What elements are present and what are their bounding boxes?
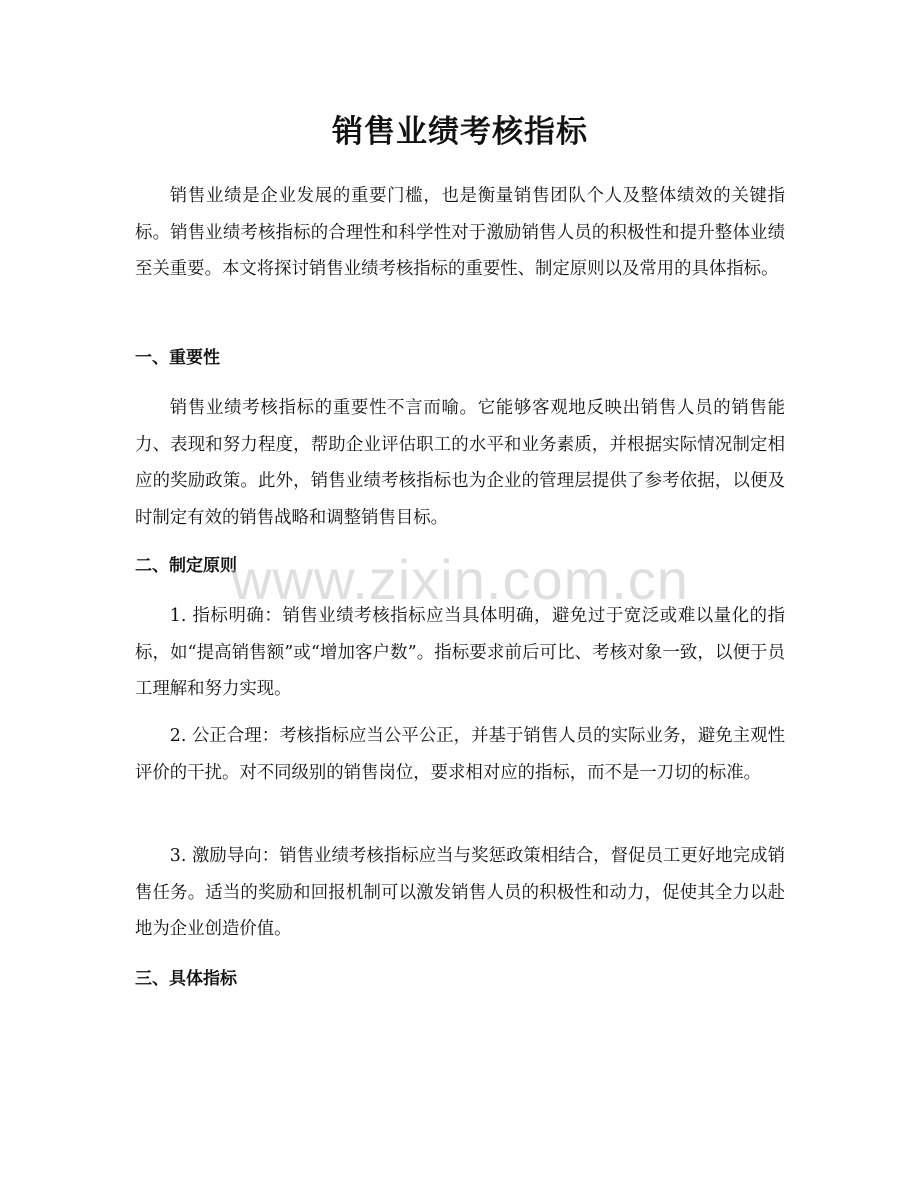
watermark: www.zixin.com.cn [231,548,689,611]
principle-paragraph-3: 3. 激励导向：销售业绩考核指标应当与奖惩政策相结合，督促员工更好地完成销售任务。适当的奖励和回报机制可以激发销售人员的积极性和动力，促使其全力以赴地为企业创造价值。 [135,846,785,939]
intro-paragraph: 销售业绩是企业发展的重要门槛，也是衡量销售团队个人及整体绩效的关键指标。销售业绩考核指标的合理性和科学性对于激励销售人员的积极性和提升整体业绩至关重要。本文将探讨销售业绩考核指标的重要性、制定原则以及常用的具体指标。 [135,186,785,279]
principle-paragraph-1: 1. 指标明确：销售业绩考核指标应当具体明确，避免过于宽泛或难以量化的指标，如“提高销售额”或“增加客户数”。指标要求前后可比、考核对象一致，以便于员工理解和努力实现。 [135,606,785,699]
document-title: 销售业绩考核指标 [332,114,588,150]
importance-paragraph: 销售业绩考核指标的重要性不言而喻。它能够客观地反映出销售人员的销售能力、表现和努力程度，帮助企业评估职工的水平和业务素质，并根据实际情况制定相应的奖励政策。此外，销售业绩考核指标也为企业的管理层提供了参考依据，以便及时制定有效的销售战略和调整销售目标。 [135,398,785,528]
section-heading-importance: 一、重要性 [135,348,220,368]
section-heading-indicators: 三、具体指标 [135,969,237,989]
principle-paragraph-2: 2. 公正合理：考核指标应当公平公正，并基于销售人员的实际业务，避免主观性评价的干扰。对不同级别的销售岗位，要求相对应的指标，而不是一刀切的标准。 [135,726,785,783]
section-heading-principles: 二、制定原则 [135,556,237,576]
